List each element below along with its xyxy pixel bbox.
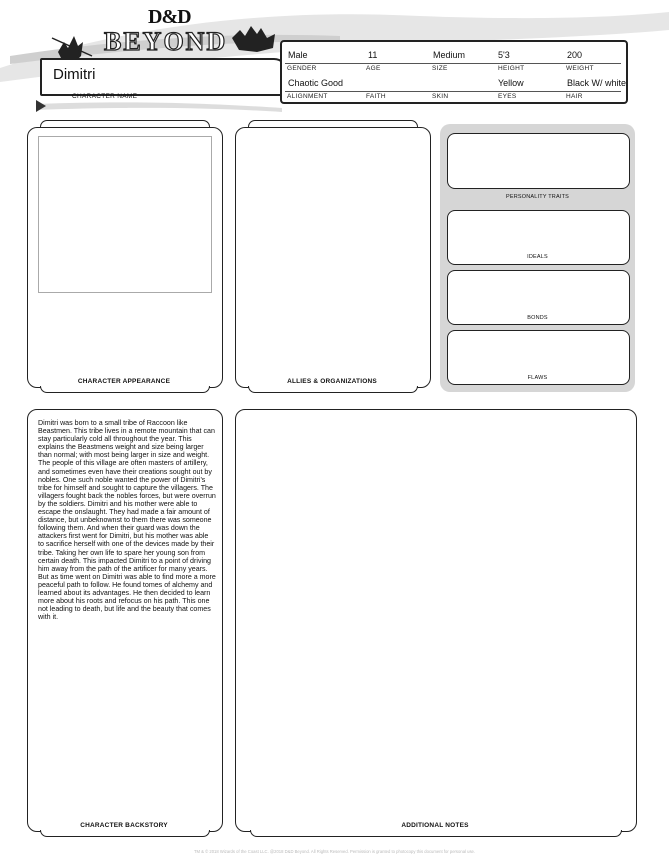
faith-label: FAITH [366, 93, 386, 100]
character-name-value: Dimitri [53, 66, 96, 83]
panel-bottom-tab [250, 830, 622, 837]
age-label: AGE [366, 65, 381, 72]
character-name-label: CHARACTER NAME [72, 93, 138, 100]
personality-traits-box[interactable] [447, 133, 630, 189]
panel-bottom-tab [40, 386, 210, 393]
panel-tab [40, 120, 210, 127]
flaws-label: FLAWS [527, 375, 548, 381]
hair-value: Black W/ white [567, 78, 627, 88]
size-value: Medium [433, 50, 466, 60]
info-divider [285, 91, 621, 92]
skin-label: SKIN [432, 93, 449, 100]
panel-tab [248, 120, 418, 127]
eyes-value: Yellow [498, 78, 524, 88]
bonds-label: BONDS [527, 315, 548, 321]
alignment-value: Chaotic Good [288, 78, 344, 88]
additional-notes-label: ADDITIONAL NOTES [401, 822, 469, 829]
height-label: HEIGHT [498, 65, 525, 72]
eyes-label: EYES [498, 93, 517, 100]
height-value: 5'3 [498, 50, 510, 60]
allies-organizations-panel[interactable] [235, 127, 431, 388]
size-label: SIZE [432, 65, 448, 72]
appearance-image-frame[interactable] [38, 136, 212, 293]
weight-label: WEIGHT [566, 65, 594, 72]
hair-label: HAIR [566, 93, 583, 100]
logo-top: D&D [148, 6, 191, 28]
allies-organizations-label: ALLIES & ORGANIZATIONS [287, 378, 377, 385]
additional-notes-panel[interactable] [235, 409, 637, 832]
logo-bottom: BEYOND [104, 27, 228, 56]
backstory-text[interactable]: Dimitri was born to a small tribe of Raccoon like Beastmen. This tribe lives in a remote mountain that can stay particularly cold all throughout the year. This explains the Beastmens weight and size being larger than normal; with most being larger in size and weight. The people of this village are often masters of artillery, and sometimes even have their creations sought out by nobles. One such noble wanted the power of Dimitri's tribe for himself and sought to capture the villagers. The villagers fought back the nobles forces, but were overrun by the soldiers. Dimitri and his mother were able to escape the onslaught. They had made a fair amount of distance, but unbeknownst to them there was someone following them. And when their guard was down the attackers first went for Dimitri, but his mother was able to sacrifice herself with one of the devices made by their tribe. Taking her own life to spare her young son from certain death. This impacted Dimitri to a point of driving him away from the path of the artificer for many years. But as time went on Dimitri was able to find more a more peaceful path to follow. He found tomes of alchemy and learned about its advantages. He then decided to learn more about his roots and refocus on his path. This one not leading to death, but life and the beauty that comes with it. [38, 419, 216, 622]
panel-bottom-tab [248, 386, 418, 393]
panel-bottom-tab [40, 830, 210, 837]
gender-value: Male [288, 50, 308, 60]
weight-value: 200 [567, 50, 583, 60]
alignment-label: ALIGNMENT [287, 93, 328, 100]
info-divider [285, 63, 621, 64]
copyright-footer: TM & © 2018 Wizards of the Coast LLC. @2018 D&D Beyond. All Rights Reserved. Permission is granted to photocopy this document for personal use. [193, 849, 476, 854]
gender-label: GENDER [287, 65, 317, 72]
age-value: 11 [368, 50, 378, 60]
personality-traits-label: PERSONALITY TRAITS [506, 194, 569, 200]
character-appearance-label: CHARACTER APPEARANCE [77, 378, 171, 385]
ideals-label: IDEALS [527, 254, 548, 260]
character-backstory-label: CHARACTER BACKSTORY [80, 822, 168, 829]
